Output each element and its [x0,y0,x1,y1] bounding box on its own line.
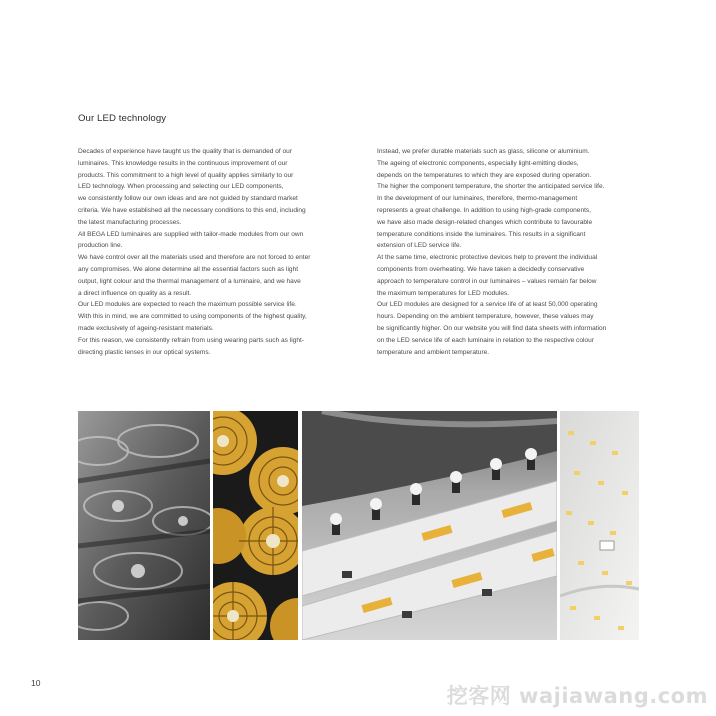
text-line: represents a great challenge. In addition to using high-grade components, [377,206,592,214]
photo-led-boards-stacked [78,411,210,640]
text-line: temperature conditions inside the luminaires. This results in a significant [377,230,586,238]
photo-gold-circular-pcbs [213,411,298,640]
text-line: The ageing of electronic components, especially light-emitting diodes, [377,159,579,167]
text-line: Instead, we prefer durable materials such as glass, silicone or aluminium. [377,148,590,155]
text-line: luminaires. This knowledge results in the continuous improvement of our [78,159,288,167]
body-text-right-column [377,146,649,358]
text-line: on the LED service life of each luminaire in relation to the respective colour [377,336,594,344]
text-line: any compromises. We alone determine all the essential factors such as light [78,265,299,273]
text-line: Our LED modules are designed for a service life of at least 50,000 operating [377,301,598,309]
text-line: All BEGA LED luminaires are supplied with tailor-made modules from our own [78,230,304,238]
text-line: approach to temperature control in our luminaires – values remain far below [377,277,597,285]
text-line: Our LED modules are expected to reach the maximum possible service life. [78,301,297,309]
watermark: 挖客网 wajiawang.com [446,684,708,708]
text-line: Decades of experience have taught us the quality that is demanded of our [78,148,293,155]
text-line: We have control over all the materials used and therefore are not forced to enter [78,254,311,262]
text-line: At the same time, electronic protective devices help to prevent the individual [377,254,598,262]
text-line: made exclusively of ageing-resistant materials. [78,324,214,332]
text-line: products. This commitment to a high level of quality applies similarly to our [78,171,294,179]
text-line: extension of LED service life. [377,242,462,250]
text-line: For this reason, we consistently refrain from using wearing parts such as light- [78,336,304,344]
text-line: we consistently follow our own ideas and are not guided by standard market [78,195,298,203]
text-line: we have also made design-related changes which contribute to favourable [377,218,593,226]
text-line: components from overheating. We have taken a decidedly conservative [377,265,585,273]
text-line: a direct influence on quality as a result. [78,289,192,297]
text-line: LED technology. When processing and selecting our LED components, [78,183,284,191]
photo-led-modules-in-housing [302,411,557,640]
text-line: be significantly higher. On our website you will find data sheets with information [377,324,607,332]
text-line: the latest manufacturing processes. [78,218,182,226]
text-line: production line. [78,242,123,250]
text-line: With this in mind, we are committed to using components of the highest quality, [78,313,307,321]
page-number: 10 [31,678,41,688]
text-line: The higher the component temperature, the shorter the anticipated service life. [377,183,605,191]
text-line: the maximum temperatures for LED modules. [377,289,510,297]
page-title: Our LED technology [78,113,167,124]
text-line: output, light colour and the thermal management of a luminaire, and we have [78,277,301,285]
body-text-left-column [78,146,360,358]
text-line: temperature and ambient temperature. [377,348,490,356]
photo-white-led-board [560,411,639,640]
text-line: directing plastic lenses in our optical systems. [78,348,211,356]
text-line: In the development of our luminaires, therefore, thermo-management [377,195,578,203]
text-line: criteria. We have established all the necessary conditions to this end, including [78,206,306,214]
text-line: depends on the temperatures to which they are exposed during operation. [377,171,592,179]
text-line: hours. Depending on the ambient temperature, however, these values may [377,313,594,321]
